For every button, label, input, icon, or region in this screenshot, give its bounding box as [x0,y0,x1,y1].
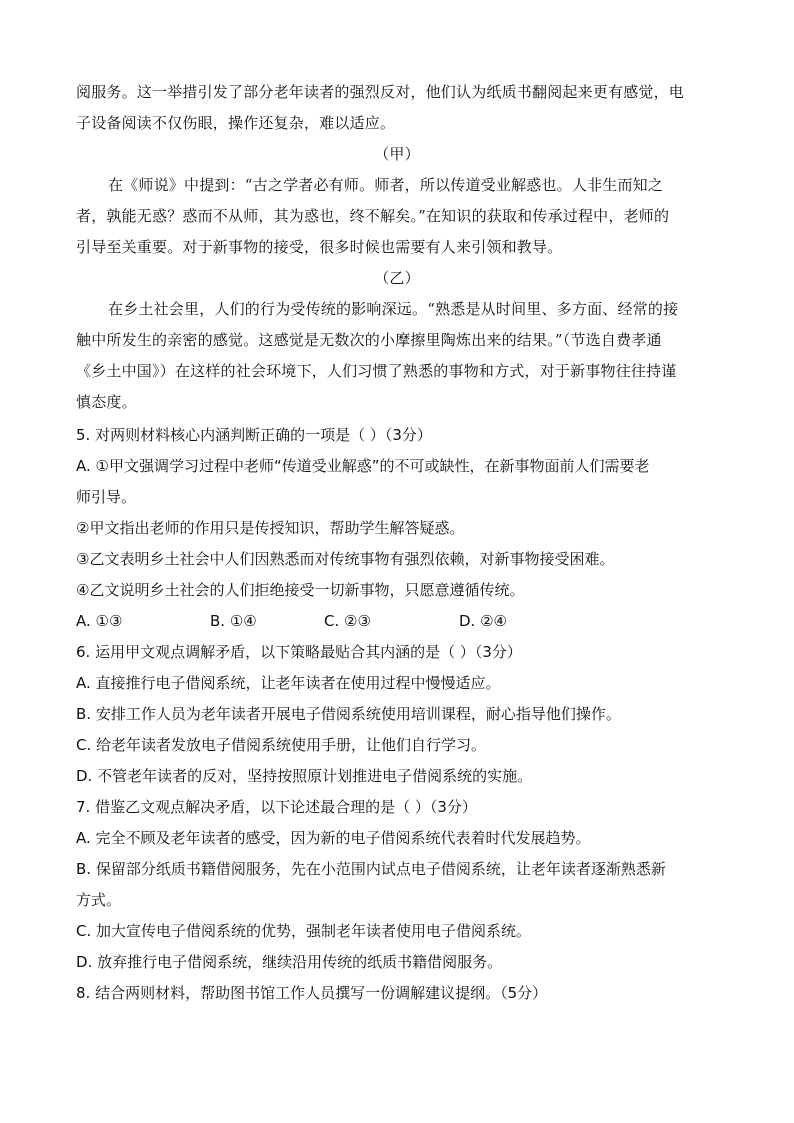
q6-option-a[interactable]: A. 直接推行电子借阅系统，让老年读者在使用过程中慢慢适应。 [76,674,501,692]
q7-option-b-cont: 方式。 [76,891,122,909]
q8-stem: 8. 结合两则材料，帮助图书馆工作人员撰写一份调解建议提纲。（5分） [76,984,548,1002]
q5-option-a[interactable]: A. ①③ [76,612,123,630]
q7-option-b[interactable]: B. 保留部分纸质书籍借阅服务，先在小范围内试点电子借阅系统，让老年读者逐渐熟悉新 [76,860,666,878]
q6-stem: 6. 运用甲文观点调解矛盾，以下策略最贴合其内涵的是（ ）（3分） [76,643,522,661]
q7-stem: 7. 借鉴乙文观点解决矛盾，以下论述最合理的是（ ）（3分） [76,798,477,816]
yi-line-2: 触中所发生的亲密的感觉。这感觉是无数次的小摩擦里陶炼出来的结果。”（节选自费孝通 [76,331,662,349]
jia-line-1: 在《师说》中提到：“古之学者必有师。师者，所以传道受业解惑也。人非生而知之 [108,176,664,194]
q5-item-1a: A. ①甲文强调学习过程中老师“传道受业解惑”的不可或缺性，在新事物面前人们需要老 [76,457,650,475]
q5-option-d[interactable]: D. ②④ [459,612,507,630]
q6-option-b[interactable]: B. 安排工作人员为老年读者开展电子借阅系统使用培训课程，耐心指导他们操作。 [76,705,621,723]
q5-stem: 5. 对两则材料核心内涵判断正确的一项是（ ）（3分） [76,426,432,444]
intro-line-1: 阅服务。这一举措引发了部分老年读者的强烈反对，他们认为纸质书翻阅起来更有感觉，电 [76,83,685,101]
jia-line-2: 者，孰能无惑？惑而不从师，其为惑也，终不解矣。”在知识的获取和传承过程中，老师的 [76,207,670,225]
q6-option-d[interactable]: D. 不管老年读者的反对，坚持按照原计划推进电子借阅系统的实施。 [76,767,533,785]
q7-option-d[interactable]: D. 放弃推行电子借阅系统，继续沿用传统的纸质书籍借阅服务。 [76,953,503,971]
section-label-yi: （乙） [374,269,420,287]
q5-item-2: ②甲文指出老师的作用只是传授知识，帮助学生解答疑惑。 [76,519,465,537]
q5-item-4: ④乙文说明乡土社会的人们拒绝接受一切新事物，只愿意遵循传统。 [76,581,525,599]
intro-line-2: 子设备阅读不仅伤眼，操作还复杂，难以适应。 [76,114,396,132]
yi-line-1: 在乡土社会里，人们的行为受传统的影响深远。“熟悉是从时间里、多方面、经常的接 [108,300,679,318]
jia-line-3: 引导至关重要。对于新事物的接受，很多时候也需要有人来引领和教导。 [76,238,563,256]
section-label-jia: （甲） [374,145,420,163]
q6-option-c[interactable]: C. 给老年读者发放电子借阅系统使用手册，让他们自行学习。 [76,736,487,754]
q5-item-1b: 师引导。 [76,488,137,506]
yi-line-4: 慎态度。 [76,393,137,411]
q5-option-c[interactable]: C. ②③ [324,612,371,630]
q5-option-b[interactable]: B. ①④ [210,612,257,630]
yi-line-3: 《乡土中国》）在这样的社会环境下，人们习惯了熟悉的事物和方式，对于新事物往往持谨 [76,362,677,380]
q7-option-a[interactable]: A. 完全不顾及老年读者的感受，因为新的电子借阅系统代表着时代发展趋势。 [76,829,591,847]
q5-item-3: ③乙文表明乡土社会中人们因熟悉而对传统事物有强烈依赖，对新事物接受困难。 [76,550,615,568]
q7-option-c[interactable]: C. 加大宣传电子借阅系统的优势，强制老年读者使用电子借阅系统。 [76,922,532,940]
